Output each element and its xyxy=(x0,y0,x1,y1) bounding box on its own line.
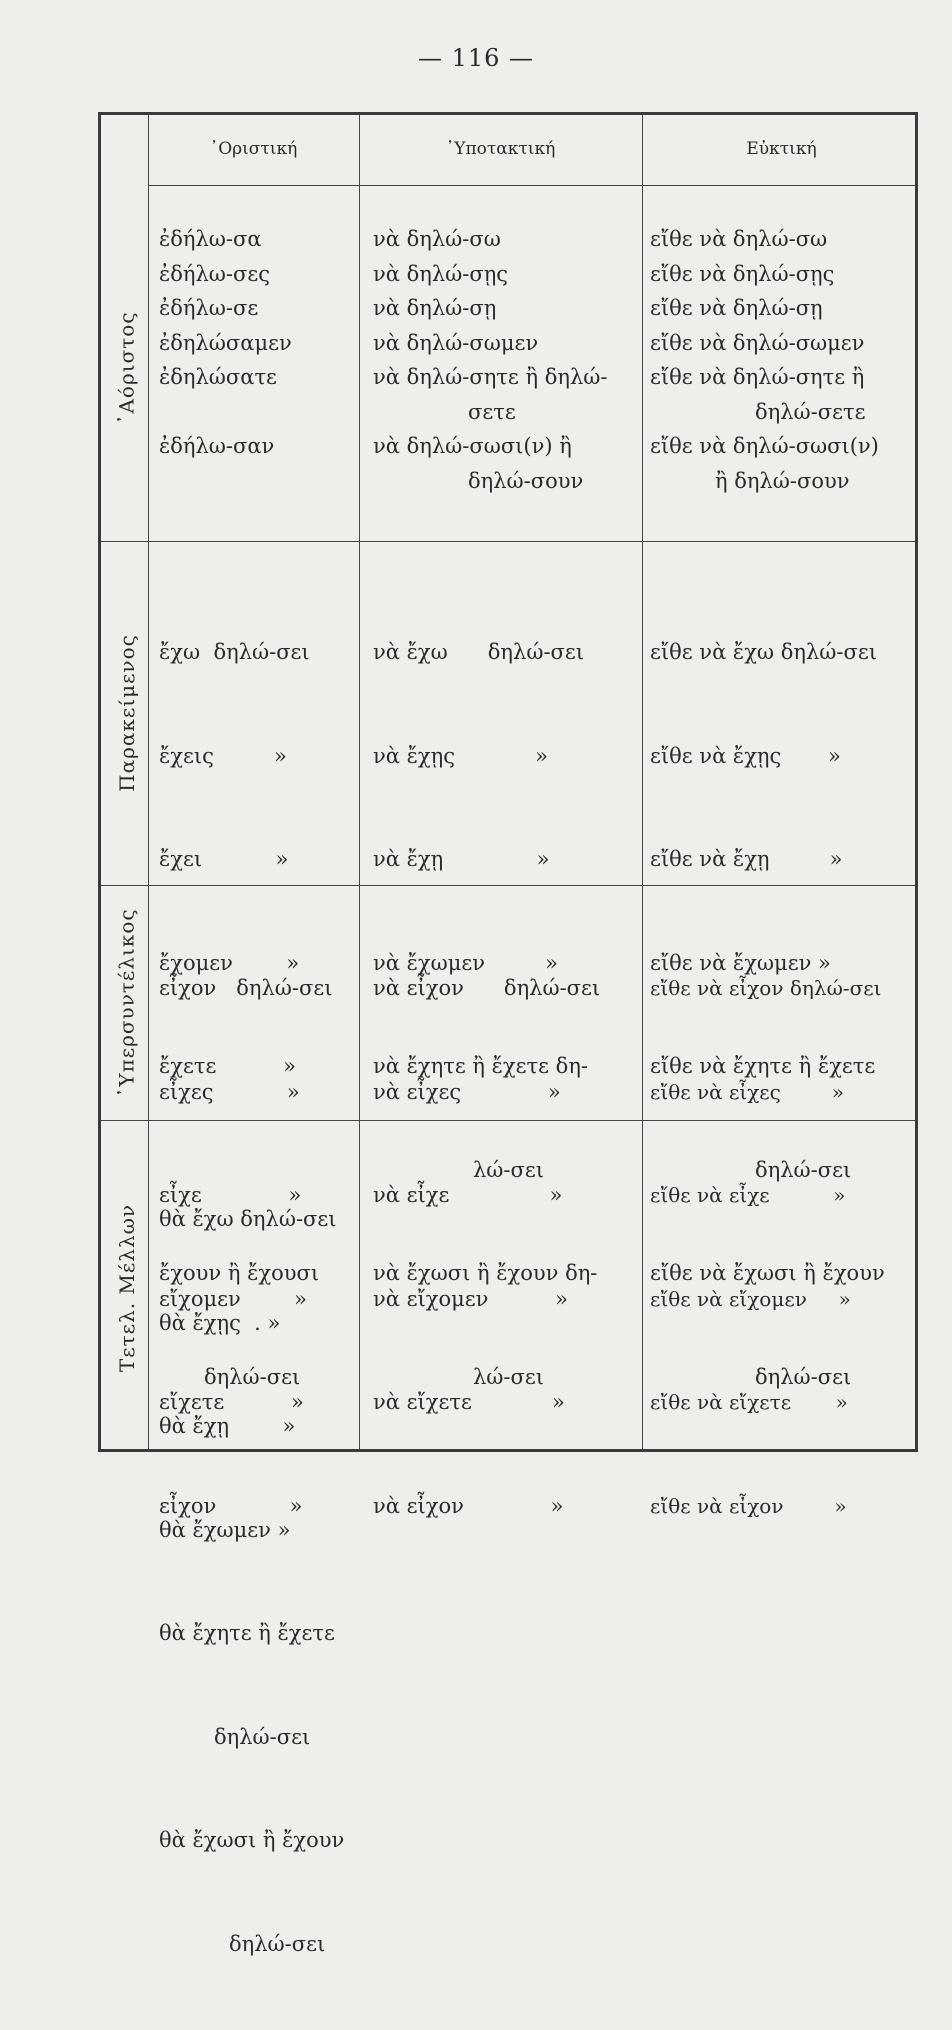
form: εἴχετε » xyxy=(159,1390,304,1414)
form: εἴθε νὰ δηλώ-σητε ἢ xyxy=(650,365,865,389)
form: εἴθε νὰ εἶχον » xyxy=(650,1493,847,1518)
form: νὰ ἔχῃ » xyxy=(373,847,550,871)
column-divider xyxy=(359,115,360,1449)
form: εἴθε νὰ δηλώ-σωσι(ν) xyxy=(650,434,879,458)
form: εἴθε νὰ δηλώ-σῃ xyxy=(650,296,823,320)
form: εἴθε νὰ ἔχω δηλώ-σει xyxy=(650,640,877,664)
form: νὰ ἔχωσι ἢ ἔχουν δη- xyxy=(373,1261,598,1285)
conjugation-table xyxy=(98,112,918,1956)
form: θὰ ἔχῃ » xyxy=(159,1414,296,1438)
aorist-indicative xyxy=(159,222,292,464)
form: ἔχει » xyxy=(159,847,289,871)
row-label-text: ᾽Αόριστος xyxy=(115,311,140,425)
form: δηλώ-σει xyxy=(755,1364,852,1389)
form: λώ-σει xyxy=(473,1157,544,1182)
future-perfect-indicative xyxy=(159,1133,344,2030)
form: ἐδήλω-σαν xyxy=(159,434,275,458)
form: νὰ δηλώ-σῃ xyxy=(373,296,497,320)
form: νὰ ἔχητε ἢ ἔχετε δη- xyxy=(373,1054,588,1078)
form: λώ-σει xyxy=(473,1364,544,1389)
header-subjunctive: ᾽Υποτακτική xyxy=(445,139,556,159)
form: δηλώ-σει xyxy=(755,1157,852,1182)
row-label-text: Παρακείμενος xyxy=(115,634,139,792)
form: εἴθε νὰ ἔχωσι ἢ ἔχουν xyxy=(650,1261,885,1285)
form: εἴθε νὰ ἔχωμεν » xyxy=(650,950,831,975)
form: δηλώ-σετε xyxy=(755,399,866,424)
form: θὰ ἔχητε ἢ ἔχετε xyxy=(159,1621,335,1645)
form: δηλώ-σει xyxy=(204,1364,301,1389)
form: νὰ εἴχετε » xyxy=(373,1390,565,1414)
aorist-subjunctive xyxy=(373,222,607,498)
form: εἴθε νὰ δηλώ-σω xyxy=(650,227,828,251)
form: ἢ δηλώ-σουν xyxy=(715,468,850,493)
row-label-pluperfect xyxy=(109,885,145,1120)
aorist-optative xyxy=(650,222,879,498)
form: εἴθε νὰ εἶχον δηλώ-σει xyxy=(650,976,882,1000)
form: θὰ ἔχῃς . » xyxy=(159,1310,281,1335)
form: νὰ δηλώ-σητε ἢ δηλώ- xyxy=(373,365,608,389)
form: εἴθε νὰ εἴχετε » xyxy=(650,1390,848,1414)
header-divider xyxy=(148,185,915,186)
row-label-aorist xyxy=(109,195,145,541)
pluperfect-optative xyxy=(650,902,881,1592)
form: νὰ εἴχομεν » xyxy=(373,1286,568,1311)
form: εἴθε νὰ ἔχῃς » xyxy=(650,743,841,768)
form: σετε xyxy=(468,399,516,424)
form: νὰ εἶχον δηλώ-σει xyxy=(373,976,601,1000)
form: νὰ ἔχω δηλώ-σει xyxy=(373,640,584,664)
form: νὰ δηλώ-σω xyxy=(373,227,501,251)
form: εἴθε νὰ εἴχομεν » xyxy=(650,1286,851,1311)
form: εἶχον » xyxy=(159,1493,303,1518)
form: ἐδηλώσαμεν xyxy=(159,330,292,355)
form: θὰ ἔχωμεν » xyxy=(159,1517,291,1542)
form: ἐδηλώσατε xyxy=(159,365,277,389)
column-divider xyxy=(642,115,643,1449)
form: ἔχεις » xyxy=(159,743,287,768)
form: εἶχε » xyxy=(159,1183,302,1207)
form: νὰ εἶχον » xyxy=(373,1493,564,1518)
form: εἴθε νὰ δηλώ-σῃς xyxy=(650,261,835,286)
pluperfect-subjunctive xyxy=(373,902,600,1592)
form: θὰ ἔχωσι ἢ ἔχουν xyxy=(159,1828,345,1852)
form: νὰ δηλώ-σῃς xyxy=(373,261,509,286)
form: δηλώ-σει xyxy=(214,1724,311,1749)
form xyxy=(159,395,292,430)
form: ἐδήλω-σα xyxy=(159,227,262,251)
form: νὰ εἶχες » xyxy=(373,1079,561,1104)
form: εἴθε νὰ δηλώ-σωμεν xyxy=(650,330,865,355)
form: νὰ ἔχῃς » xyxy=(373,743,548,768)
header-optative: Εὐκτική xyxy=(746,139,817,159)
form: εἴχομεν » xyxy=(159,1286,308,1311)
header-indicative: ᾽Οριστική xyxy=(209,139,298,159)
form: εἴθε νὰ ἔχῃ » xyxy=(650,847,843,871)
form: εἶχες » xyxy=(159,1079,300,1104)
form: θὰ ἔχω δηλώ-σει xyxy=(159,1207,337,1231)
form: ἐδήλω-σε xyxy=(159,296,259,320)
row-divider xyxy=(101,541,915,542)
form: νὰ δηλώ-σωμεν xyxy=(373,330,539,355)
row-label-future-perfect xyxy=(109,1120,145,1455)
form: ἐδήλω-σες xyxy=(159,261,270,286)
form: ἔχομεν » xyxy=(159,950,300,975)
row-label-text: ᾽Υπερσυντέλικος xyxy=(115,907,139,1098)
form: ἔχετε » xyxy=(159,1054,296,1078)
form: εἴθε νὰ ἔχητε ἢ ἔχετε xyxy=(650,1054,876,1078)
form: εἴθε νὰ εἶχες » xyxy=(650,1079,844,1104)
form: νὰ εἶχε » xyxy=(373,1183,563,1207)
form: ἔχουν ἢ ἔχουσι xyxy=(159,1261,320,1285)
form: ἔχω δηλώ-σει xyxy=(159,640,310,664)
form: εἶχον δηλώ-σει xyxy=(159,976,333,1000)
form: εἴθε νὰ εἶχε » xyxy=(650,1183,846,1207)
column-divider xyxy=(148,115,149,1449)
form: δηλώ-σουν xyxy=(468,468,584,493)
row-label-text: Τετελ. Μέλλων xyxy=(115,1203,139,1372)
page-number: — 116 — xyxy=(417,44,535,72)
form: νὰ δηλώ-σωσι(ν) ἢ xyxy=(373,434,572,458)
form: νὰ ἔχωμεν » xyxy=(373,950,558,975)
row-label-perfect xyxy=(109,541,145,885)
form: δηλώ-σει xyxy=(229,1931,326,1956)
